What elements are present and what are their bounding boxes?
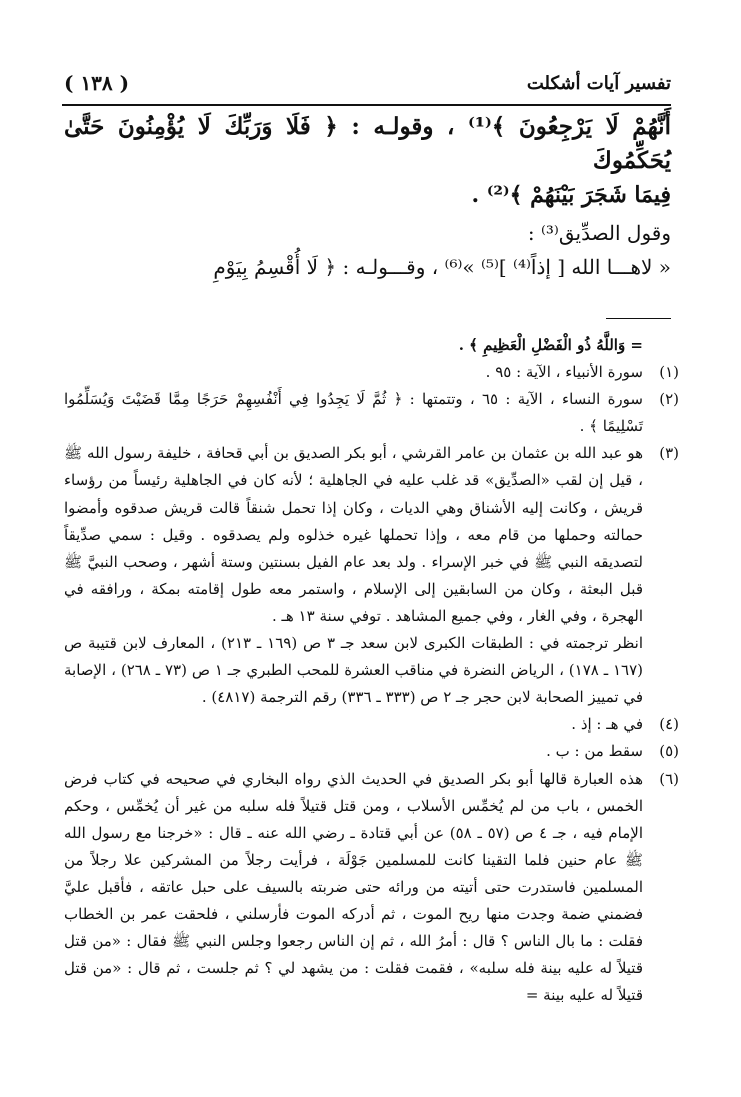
footnotes: [64, 332, 679, 1009]
footnote-3: [64, 440, 679, 630]
footnote-text: سورة النساء ، الآية : ٦٥ ، وتتمتها : ﴿ ثُمَّ لَا يَجِدُوا فِي أَنْفُسِهِمْ حَرَجًا مِمَّا قَضَيْتَ وَيُسَلِّمُوا تَسْلِيمًا ﴾ .: [64, 390, 643, 436]
footnote-6: [64, 766, 679, 1010]
book-title: تفسير آيات أشكلت: [526, 72, 671, 94]
main-line-2: فِيمَا شَجَرَ بَيْنَهُمْ ﴾⁽²⁾ .: [471, 182, 671, 208]
footnote-divider: [606, 318, 671, 319]
footnote-text: في هـ : إذ .: [571, 715, 643, 734]
footnote-4: [64, 711, 679, 738]
footnote-3-references: انظر ترجمته في : الطبقات الكبرى لابن سعد جـ ٣ ص (١٦٩ ـ ٢١٣) ، المعارف لابن قتيبة ص (١٦٧ ـ ١٧٨) ، الرياض النضرة في مناقب العشرة للمحب الطبري جـ ١ ص (٧٣ ـ ٢٦٨) ، الإصابة في تمييز الصحابة لابن حجر جـ ٢ ص (٣٣٣ ـ ٣٣٦) رقم الترجمة (٤٨١٧) .: [64, 634, 644, 707]
footnote-text: هو عبد الله بن عثمان بن عامر القرشي ، أبو بكر الصديق بن أبي قحافة ، خليفة رسول الله ﷺ ، قيل إن لقب «الصدِّيق» قد غلب عليه في الجاهلية ؛ لأنه كان في الجاهلية رئيساً من رؤساء قريش ، وكانت إليه الأشناق وهي الديات ، وكان إذا تحمل شنقاً قالت قريش صدقوه وأمضوا حمالته وحملها من قام معه ، وإذا تحملها غيره خذلوه ولم يصدقوه . وقيل : سمي صدِّيقاً لتصديقه النبي ﷺ في خبر الإسراء . ولد بعد عام الفيل بسنتين وستة أشهر ، وصحب النبيَّ ﷺ قبل البعثة ، وكان من السابقين إلى الإسلام ، واستمر معه طول إقامته بمكة ، ورافقه في الهجرة ، وفي الغار ، وفي جميع المشاهد . توفي سنة ١٣ هـ .: [64, 444, 643, 625]
footnote-1: [64, 359, 679, 386]
footnote-number: (٣): [659, 444, 679, 463]
main-text: [64, 110, 671, 284]
footnote-text: هذه العبارة قالها أبو بكر الصديق في الحديث الذي رواه البخاري في صحيحه في كتاب فرض الخمس ، باب من لم يُخمِّس الأسلاب ، ومن قتل قتيلاً فله سلبه من غير أن يُخمِّس ، وحكم الإمام فيه ، جـ ٤ ص (٥٧ ـ ٥٨) عن أبي قتادة ـ رضي الله عنه ـ قال : «خرجنا مع رسول الله ﷺ عام حنين فلما التقينا كانت للمسلمين جَوْلَة ، فرأيت رجلاً من المشركين علا رجلاً من المسلمين فاستدرت حتى أتيته من ورائه حتى ضربته بالسيف على حبل عاتقه ، فأقبل عليَّ فضمني ضمة وجدت منها ريح الموت ، ثم أدركه الموت فأرسلني ، فلحقت عمر بن الخطاب فقلت : ما بال الناس ؟ قال : أمرُ الله ، ثم إن الناس رجعوا وجلس النبي ﷺ فقال : «من قتل قتيلاً له عليه بينة فله سلبه» ، فقمت فقلت : من يشهد لي ؟ ثم جلست ، ثم قال : «من قتل قتيلاً له عليه بينة =: [64, 769, 644, 1005]
footnote-text: سقط من : ب .: [546, 742, 643, 761]
page-number: ( ١٣٨ ): [64, 71, 130, 95]
main-line-3: وقول الصدِّيق⁽³⁾ :: [527, 221, 671, 245]
running-header: [64, 70, 671, 96]
main-line-1: أَنَّهُمْ لَا يَرْجِعُونَ ﴾⁽¹⁾ ، وقولـه : ﴿ فَلَا وَرَبِّكَ لَا يُؤْمِنُونَ حَتَّىٰ يُحَكِّمُوكَ: [64, 113, 671, 174]
footnote-number: (١): [659, 363, 679, 382]
footnote-carryover: = وَاللَّهُ ذُو الْفَضْلِ الْعَظِيمِ ﴾ .: [458, 336, 643, 354]
footnote-2: [64, 386, 679, 440]
footnote-number: (٢): [659, 390, 679, 409]
footnote-number: (٤): [659, 715, 679, 734]
footnote-number: (٦): [659, 769, 679, 788]
footnote-number: (٥): [659, 742, 679, 761]
footnote-text: سورة الأنبياء ، الآية : ٩٥ .: [485, 363, 643, 382]
main-line-4: « لاهـــا الله [ إذاً⁽⁴⁾ ]⁽⁵⁾ »⁽⁶⁾ ، وقـــولـه : ﴿ لَا أُقْسِمُ بِيَوْمِ: [213, 255, 671, 279]
footnote-5: [64, 738, 679, 765]
header-rule: [62, 104, 671, 106]
